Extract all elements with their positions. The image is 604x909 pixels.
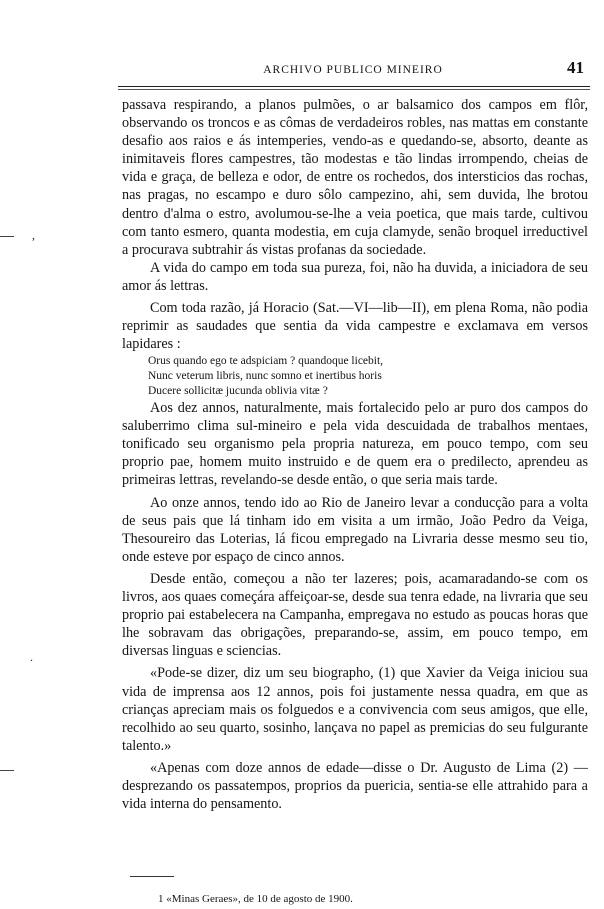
margin-mark bbox=[0, 770, 14, 771]
paragraph: passava respirando, a planos pulmões, o ar balsamico dos campos em flôr, observando os troncos e as cômas de verdadeiros robles, nas mattas em constante desafio aos raios e ás intemperies, vendo-as e quedando-se, absorto, deante as inimitaveis flores campestres, tão modestas e tão lindas irrompendo, cheias de vida e graça, de belleza e odor, de entre os rochedos, dos intersticios das rochas, nas pragas, no escampo e duro sôlo campezino, ahi, sem duvida, lhe brotou dentro d'alma o estro, avolumou-se-lhe a veia poetica, que mais tarde, cultivou com tanto esmero, quanta modestia, em cuja clamyde, senão broquel irreductivel a procurava subtrahir ás vistas profanas da sociedade. bbox=[122, 97, 588, 258]
verse-line: Orus quando ego te adspiciam ? quandoque licebit, bbox=[148, 355, 384, 368]
paragraph: Ao onze annos, tendo ido ao Rio de Janeiro levar a conducção para a volta de seus pais que lá tinham ido em visita a um irmão, João Pedro da Veiga, Thesoureiro das Loterias, lá ficou empregado na Livraria desse mesmo seu tio, onde esteve por espaço de cinco annos. bbox=[122, 494, 588, 565]
margin-mark: . bbox=[30, 650, 33, 664]
footnote-rule bbox=[130, 876, 174, 877]
margin-mark: , bbox=[32, 228, 35, 242]
verse-line: Ducere sollicitæ jucunda oblivia vitæ ? bbox=[148, 384, 328, 397]
body-text bbox=[122, 96, 588, 813]
page-number: 41 bbox=[567, 58, 584, 77]
paragraph: Aos dez annos, naturalmente, mais fortalecido pelo ar puro dos campos do saluberrimo clima sul-mineiro e pela vida descuidada de trabalhos mentaes, tonificado seu organismo pela propria natureza, em pouco tempo, com seu proprio pae, homem muito instruido e de quem era o predilecto, aprendeu as primeiras lettras, revelando-se desde então, o que seria mais tarde. bbox=[122, 400, 588, 489]
paragraph: «Pode-se dizer, diz um seu biographo, (1) que Xavier da Veiga iniciou sua vida de imprensa aos 12 annos, pois foi justamente nessa quadra, em que as crianças apreciam mais os folguedos e a convivencia com seus amigos, que elle, recolhido ao seu quarto, sosinho, lançava no papel as premicias do seu fulgurante talento.» bbox=[122, 665, 588, 754]
latin-verses bbox=[148, 354, 588, 398]
paragraph: Desde então, começou a não ter lazeres; pois, acamaradando-se com os livros, aos quaes começára affeiçoar-se, desde sua tenra edade, na livraria que seu proprio pai estabelecera na Campanha, empregava no estudo as poucas horas que lhe sobravam das obrigações, preparando-se, assim, em pouco tempo, em diversas linguas e sciencias. bbox=[122, 570, 588, 660]
paragraph: Com toda razão, já Horacio (Sat.—VI—lib—II), em plena Roma, não podia reprimir as saudades que sentia da vida campestre e exclamava em versos lapidares : bbox=[122, 300, 588, 353]
running-title: ARCHIVO PUBLICO MINEIRO bbox=[263, 64, 443, 76]
paragraph: «Apenas com doze annos de edade—disse o Dr. Augusto de Lima (2) —desprezando os passatempos, proprios da puericia, sentia-se elle attrahido para a vida interna do pensamento. bbox=[122, 759, 588, 813]
verse-line: Nunc veterum libris, nunc somno et inertibus horis bbox=[148, 369, 382, 382]
header-rule bbox=[118, 86, 590, 90]
paragraph: A vida do campo em toda sua pureza, foi, não ha duvida, a iniciadora de seu amor ás lettras. bbox=[122, 259, 588, 294]
margin-mark bbox=[0, 236, 14, 237]
footnote: 1 «Minas Geraes», de 10 de agosto de 1900. bbox=[158, 893, 353, 905]
page-header bbox=[118, 58, 588, 82]
